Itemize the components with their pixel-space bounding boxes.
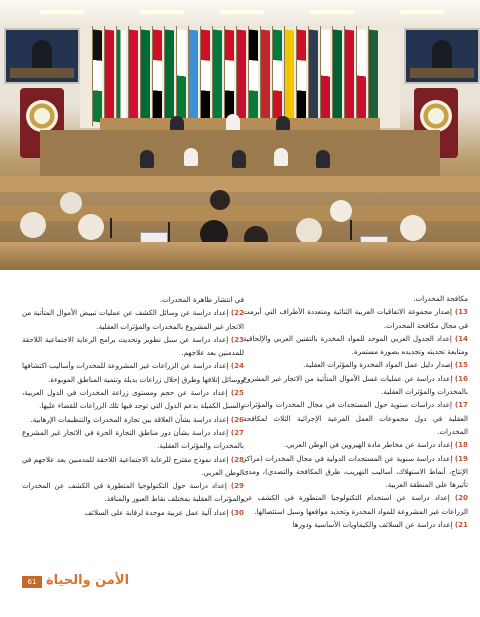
page-number: 61 bbox=[22, 576, 42, 588]
item-text: إعداد الجدول العربي الموحد للمواد المخدرة بالتقنين العربي والإلحاقية ومتابعة تحديثه وتجديده بصورة مستمرة. bbox=[243, 333, 468, 357]
item-number: 18) bbox=[454, 440, 468, 450]
item-text: إعداد نموذج مقترح للرعاية الاجتماعية اللاحقة للمدمنين بعد علاجهم في الوطن العربي. bbox=[22, 454, 244, 477]
item-text: إعداد دراسة عن حجم ومستوى زراعة المخدرات في الدول العربية، والسبل الكفيلة بدعم الدول التي توجد فيها تلك الزراعات للقضاء عليها. bbox=[22, 388, 244, 411]
video-screen-left bbox=[4, 28, 80, 84]
item-number: 24) bbox=[230, 361, 244, 371]
item-number: 23) bbox=[230, 334, 244, 344]
item-text: إعداد دراسة حول التكنولوجيا المتطورة في الكشف عن المخدرات والمؤثرات العقلية بمختلف نقاط العبور والمنافذ. bbox=[22, 481, 244, 504]
item-text: إعداد دراسة عن السلائف والكيماويات الأساسية ودورها bbox=[292, 520, 453, 530]
item-text: إعداد دراسة بشأن دور مناطق التجارة الحرة في الاتجار غير المشروع بالمخدرات والمؤثرات العقلية. bbox=[22, 427, 244, 451]
item-text: إعداد دراسات سنوية حول المستجدات في مجال المخدرات والمؤثرات العقلية في دول مجموعات العمل الفرعية الإجرائية الثلاث لمكافحة المخدرات. bbox=[243, 400, 468, 436]
list-item bbox=[22, 506, 244, 519]
list-item bbox=[243, 398, 468, 438]
list-item bbox=[243, 438, 468, 451]
item-text: إعداد دراسة عن عمليات غسل الأموال المتأتية من الاتجار غير المشروع بالمخدرات والمؤثرات العقلية. bbox=[243, 373, 468, 397]
item-text: إعداد دراسة عن مخاطر مادة الهيروين في الوطن العربي. bbox=[284, 440, 453, 450]
item-number: 29) bbox=[230, 481, 244, 491]
item-text: إعداد دراسة سنوية عن المستجدات الدولية في مجال المخدرات (مراكز الإنتاج، أنماط الاستهلاك، أساليب التهريب، طرق المكافحة والتصدي)، ومدى تأثيرها على المنطقة العربية. bbox=[243, 453, 468, 490]
list-item bbox=[22, 413, 244, 426]
item-number: 22) bbox=[230, 308, 244, 318]
conference-photo bbox=[0, 0, 480, 270]
video-screen-right bbox=[404, 28, 480, 84]
text-column-left bbox=[22, 293, 244, 519]
left-list bbox=[22, 306, 244, 519]
text-column-right bbox=[243, 292, 468, 531]
list-item bbox=[22, 479, 244, 506]
list-item bbox=[243, 518, 468, 531]
item-text: إصدار مجموعة الاتفاقيات العربية الثنائية ومتعددة الأطراف التي أبرمت في مجال مكافحة المخدرات. bbox=[243, 307, 468, 330]
item-number: 19) bbox=[454, 453, 468, 463]
item-text: إعداد دراسة بشأن العلاقة بين تجارة المخدرات والتنظيمات الإرهابية. bbox=[30, 414, 229, 424]
list-item bbox=[22, 426, 244, 453]
item-number: 17) bbox=[454, 400, 468, 410]
item-text: إعداد دراسة عن استخدام التكنولوجيا المتطورة في الكشف عن الزراعات غير المشروعة للمواد المخدرة وتحديد مواقعها وسبل استئصالها. bbox=[243, 493, 468, 516]
right-list bbox=[243, 305, 468, 531]
list-item bbox=[22, 306, 244, 333]
right-intro: مكافحة المخدرات. bbox=[413, 294, 468, 303]
item-text: إعداد آلية عمل عربية موحدة لرقابة على السلائف bbox=[84, 507, 229, 517]
list-item bbox=[22, 359, 244, 386]
list-item bbox=[243, 358, 468, 371]
list-item bbox=[22, 386, 244, 413]
item-number: 21) bbox=[454, 520, 468, 530]
item-text: إصدار دليل عمل المواد المخدرة والمؤثرات العقلية. bbox=[303, 360, 453, 370]
item-number: 15) bbox=[454, 360, 468, 370]
front-desk bbox=[0, 242, 480, 270]
item-number: 14) bbox=[454, 333, 468, 343]
list-item bbox=[22, 333, 244, 360]
left-intro: في انتشار ظاهرة المخدرات. bbox=[159, 295, 244, 304]
item-number: 25) bbox=[230, 388, 244, 398]
item-text: إعداد دراسة عن وسائل الكشف عن عمليات تبييض الأموال المتأتية من الاتجار غير المشروع بالمخدرات والمؤثرات العقلية. bbox=[22, 308, 244, 331]
list-item bbox=[22, 453, 244, 480]
magazine-title: الأمن والحياة bbox=[46, 573, 130, 588]
list-item bbox=[243, 372, 468, 399]
item-text: إعداد دراسة عن الزراعات غير المشروعة للمخدرات وأساليب اكتشافها ووسائل إتلافها وطرق إحلال زراعات بديلة وتنمية المناطق الموبوءة. bbox=[22, 361, 244, 384]
list-item bbox=[243, 491, 468, 518]
ceiling bbox=[0, 0, 480, 28]
item-number: 20) bbox=[454, 493, 468, 503]
list-item bbox=[243, 305, 468, 332]
item-text: إعداد دراسة عن سبل تطوير وتحديث برامج الرعاية الاجتماعية اللاحقة للمدمنين بعد علاجهم. bbox=[22, 334, 244, 358]
list-item bbox=[243, 332, 468, 359]
item-number: 28) bbox=[230, 454, 244, 464]
item-number: 16) bbox=[454, 373, 468, 383]
item-number: 13) bbox=[454, 307, 468, 317]
item-number: 26) bbox=[230, 414, 244, 424]
list-item bbox=[243, 452, 468, 492]
item-number: 30) bbox=[230, 507, 244, 517]
item-number: 27) bbox=[230, 427, 244, 437]
